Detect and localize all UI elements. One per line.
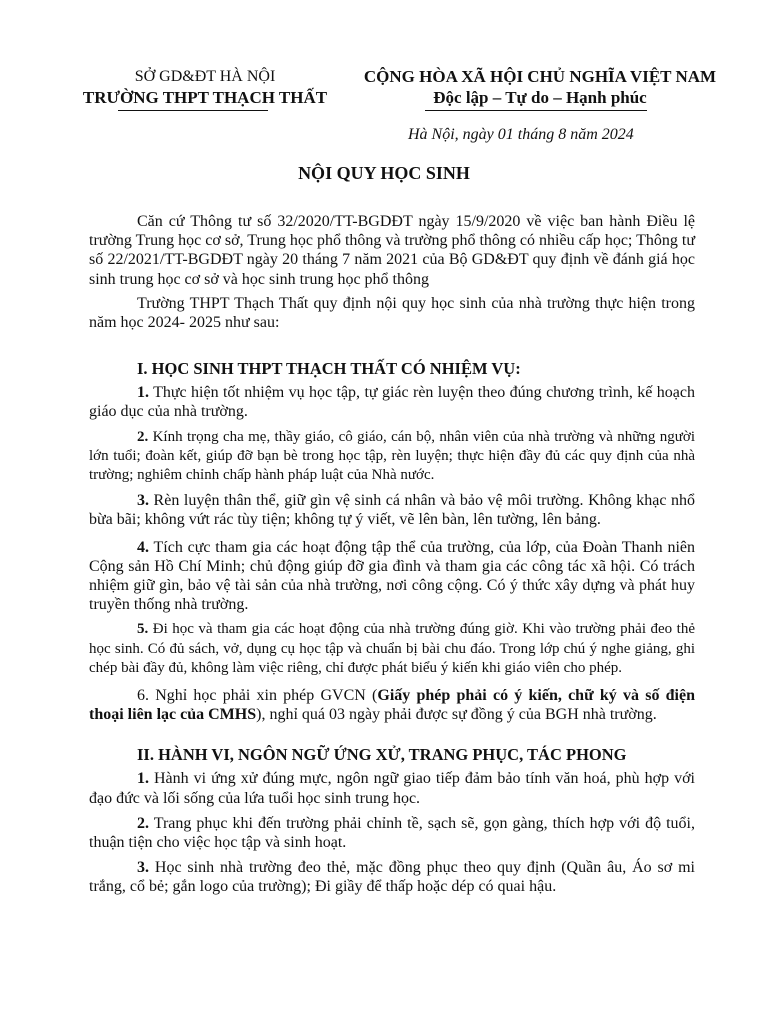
- date-line: Hà Nội, ngày 01 tháng 8 năm 2024: [408, 126, 634, 143]
- section-2-item-2: [89, 814, 695, 852]
- item-text: Kính trọng cha mẹ, thầy giáo, cô giáo, cán bộ, nhân viên của nhà trường và những người lớn tuổi; đoàn kết, giúp đỡ bạn bè trong học tập, rèn luyện; thực hiện đầy đủ các quy định của nhà trường; nghiêm chỉnh chấp hành pháp luật của Nhà nước.: [89, 428, 695, 484]
- item-number: 5.: [137, 621, 149, 638]
- section-2-item-1: [89, 769, 695, 807]
- school-name-underline: [118, 110, 268, 111]
- item-number: 3.: [137, 859, 149, 877]
- section-1-item-3: [89, 491, 695, 529]
- item-number: 2.: [137, 814, 149, 832]
- item-text: Hành vi ứng xử đúng mực, ngôn ngữ giao tiếp đảm bảo tính văn hoá, phù hợp với đạo đức và lối sống của lứa tuổi học sinh trung học.: [89, 770, 695, 807]
- section-2-heading: II. HÀNH VI, NGÔN NGỮ ỨNG XỬ, TRANG PHỤC, TÁC PHONG: [137, 745, 627, 765]
- section-1-item-4: [89, 538, 695, 615]
- item-number: 1.: [137, 384, 149, 402]
- department-name: SỞ GD&ĐT HÀ NỘI: [134, 68, 276, 85]
- item-number: 4.: [137, 538, 149, 556]
- item-text: Trang phục khi đến trường phải chỉnh tề, sạch sẽ, gọn gàng, thích hợp với độ tuổi, thuận tiện cho việc học tập và sinh hoạt.: [89, 814, 695, 852]
- item-number: 3.: [137, 492, 149, 510]
- item-text: Học sinh nhà trường đeo thẻ, mặc đồng phục theo quy định (Quần âu, Áo sơ mi trắng, cổ bẻ; gắn logo của trường); Đi giầy để thấp hoặc dép có quai hậu.: [89, 859, 695, 896]
- intro-paragraph-2: Trường THPT Thạch Thất quy định nội quy học sinh của nhà trường thực hiện trong năm học 2024- 2025 như sau:: [89, 294, 695, 332]
- section-1-item-1: [89, 383, 695, 421]
- national-motto: Độc lập – Tự do – Hạnh phúc: [433, 88, 647, 107]
- item-number: 2.: [137, 428, 149, 445]
- document-body: [89, 212, 695, 897]
- section-1-item-6: [89, 686, 695, 724]
- document-title: NỘI QUY HỌC SINH: [298, 163, 470, 183]
- item-text-start: 6. Nghỉ học phải xin phép GVCN (: [137, 687, 378, 705]
- item-text: Rèn luyện thân thể, giữ gìn vệ sinh cá nhân và bảo vệ môi trường. Không khạc nhổ bừa bãi; không vứt rác tùy tiện; không tự ý viết, vẽ lên bàn, lên tường, lên bảng.: [89, 492, 695, 529]
- section-1-item-2: [89, 428, 695, 486]
- item-text-bold: Giấy phép phải có ý kiến, chữ ký và số điện thoại liên lạc của CMHS: [89, 687, 696, 724]
- intro-paragraph-1: Căn cứ Thông tư số 32/2020/TT-BGDĐT ngày 15/9/2020 về việc ban hành Điều lệ trường Trung học cơ sở, Trung học phổ thông và trường phổ thông có nhiều cấp học; Thông tư số 22/2021/TT-BGDĐT ngày 20 tháng 7 năm 2021 của Bộ GD&ĐT quy định về đánh giá học sinh trung học cơ sở và học sinh trung học phổ thông: [89, 213, 695, 288]
- section-1-heading: I. HỌC SINH THPT THẠCH THẤT CÓ NHIỆM VỤ:: [137, 359, 521, 379]
- country-name: CỘNG HÒA XÃ HỘI CHỦ NGHĨA VIỆT NAM: [363, 67, 717, 86]
- item-number: 1.: [137, 770, 149, 788]
- agency-header: [60, 66, 350, 108]
- item-text-end: ), nghỉ quá 03 ngày phải được sự đồng ý của BGH nhà trường.: [256, 706, 657, 724]
- national-header: [345, 66, 735, 108]
- item-text: Đi học và tham gia các hoạt động của nhà trường đúng giờ. Khi vào trường phải đeo thẻ học sinh. Có đủ sách, vở, dụng cụ học tập và chuẩn bị bài chu đáo. Trong lớp chú ý nghe giảng, ghi chép bài đầy đủ, không làm việc riêng, chỉ được phát biểu ý kiến khi giáo viên cho phép.: [89, 621, 695, 676]
- motto-underline: [425, 110, 647, 111]
- section-2-item-3: [89, 858, 695, 896]
- item-text: Thực hiện tốt nhiệm vụ học tập, tự giác rèn luyện theo đúng chương trình, kế hoạch giáo dục của nhà trường.: [89, 384, 695, 421]
- item-text: Tích cực tham gia các hoạt động tập thể của trường, của lớp, của Đoàn Thanh niên Cộng sản Hồ Chí Minh; chủ động giúp đỡ gia đình và tham gia các công tác xã hội. Có trách nhiệm giữ gìn, bảo vệ tài sản của nhà trường, nơi công cộng. Có ý thức xây dựng và phát huy truyền thống nhà trường.: [89, 538, 695, 614]
- school-name: TRƯỜNG THPT THẠCH THẤT: [82, 88, 328, 107]
- section-1-item-5: [89, 620, 695, 678]
